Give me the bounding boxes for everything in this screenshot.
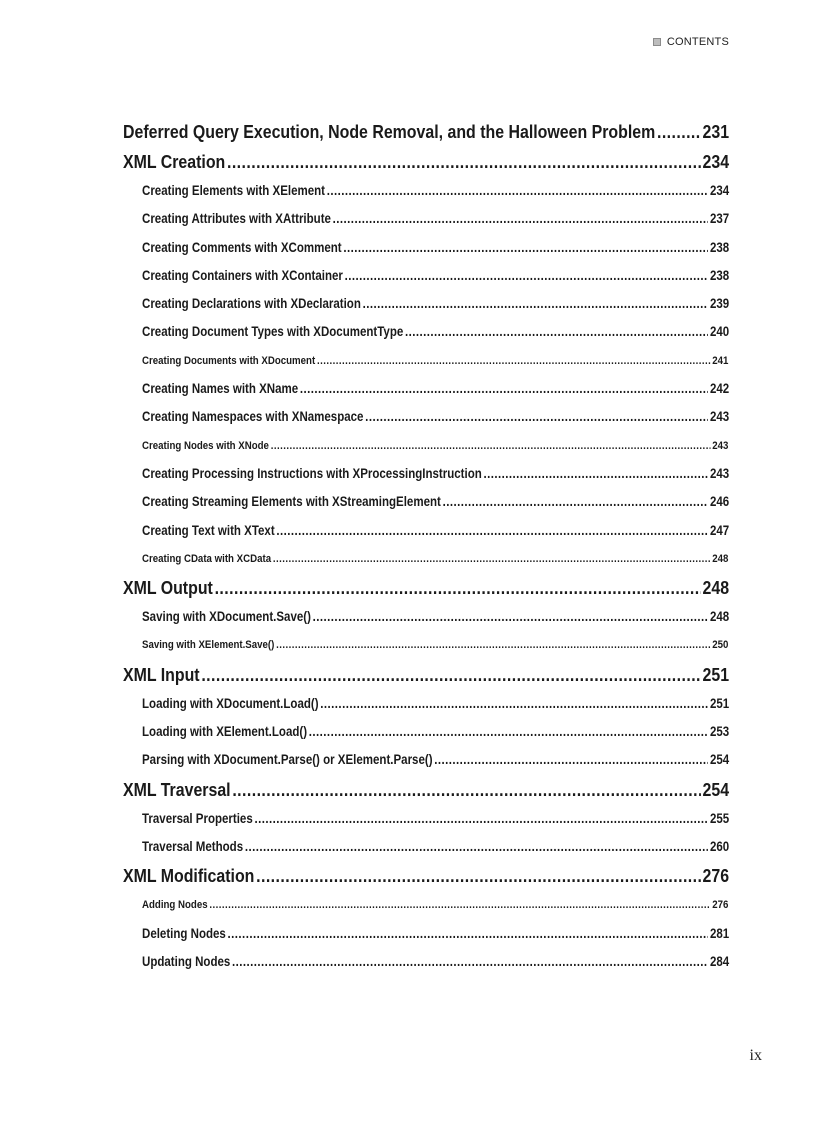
entry-title: Creating Attributes with XAttribute [142, 211, 331, 227]
dot-leader [228, 920, 709, 948]
toc-section-entry[interactable] [123, 573, 729, 603]
toc-subsection-entry[interactable] [142, 262, 729, 290]
toc-subsection-entry[interactable] [142, 833, 729, 861]
dot-leader [232, 775, 700, 805]
entry-page-number: 231 [702, 121, 730, 142]
toc-subsection-entry[interactable] [142, 517, 729, 545]
dot-leader [313, 603, 709, 631]
entry-title: XML Modification [123, 865, 255, 887]
dot-leader [256, 861, 701, 891]
toc-subsection-entry[interactable] [142, 891, 728, 919]
toc-subsection-entry[interactable] [142, 718, 729, 746]
toc-subsection-entry[interactable] [142, 603, 729, 631]
entry-page-number: 234 [709, 183, 730, 198]
entry-page-number: 238 [709, 267, 730, 283]
entry-page-number: 243 [712, 439, 729, 452]
dot-leader [276, 517, 708, 545]
entry-page-number: 243 [709, 409, 730, 425]
entry-page-number: 281 [709, 925, 730, 941]
entry-title: Creating Names with XName [142, 381, 299, 397]
dot-leader [365, 403, 708, 431]
toc-subsection-entry[interactable] [142, 347, 728, 375]
entry-title: Creating Declarations with XDeclaration [142, 296, 361, 312]
entry-page-number: 239 [709, 296, 730, 312]
entry-page-number: 276 [702, 865, 730, 887]
dot-leader [343, 234, 708, 262]
entry-title: Creating Processing Instructions with XProcessingInstruction [142, 465, 482, 481]
entry-page-number: 247 [709, 522, 730, 538]
square-bullet-icon [653, 38, 661, 46]
dot-leader [276, 631, 710, 659]
entry-title: Creating Text with XText [142, 522, 275, 538]
entry-page-number: 248 [702, 577, 730, 599]
toc-section-entry[interactable] [123, 660, 729, 690]
dot-leader [434, 746, 708, 774]
dot-leader [245, 833, 708, 861]
dot-leader [345, 262, 709, 290]
entry-page-number: 241 [712, 354, 729, 367]
entry-title: Loading with XElement.Load() [142, 724, 308, 740]
dot-leader [657, 117, 701, 147]
entry-page-number: 251 [709, 695, 730, 711]
entry-title: XML Output [123, 577, 213, 599]
entry-page-number: 255 [709, 810, 730, 826]
toc-subsection-entry[interactable] [142, 545, 728, 573]
toc-section-entry[interactable] [123, 775, 729, 805]
toc-section-entry[interactable] [123, 117, 729, 147]
toc-subsection-entry[interactable] [142, 948, 729, 976]
entry-title: Deferred Query Execution, Node Removal, and the Halloween Problem [123, 121, 656, 142]
toc-subsection-entry[interactable] [142, 234, 729, 262]
toc-subsection-entry[interactable] [142, 631, 728, 659]
entry-title: Creating Containers with XContainer [142, 267, 343, 283]
dot-leader [309, 718, 708, 746]
entry-page-number: 242 [709, 381, 730, 397]
dot-leader [317, 347, 711, 375]
toc-section-entry[interactable] [123, 147, 729, 177]
dot-leader [271, 432, 711, 460]
entry-title: XML Creation [123, 151, 226, 172]
entry-page-number: 248 [709, 609, 730, 625]
dot-leader [254, 805, 708, 833]
entry-page-number: 243 [709, 465, 730, 481]
dot-leader [209, 891, 710, 919]
dot-leader [405, 318, 708, 346]
toc-subsection-entry[interactable] [142, 460, 729, 488]
entry-page-number: 250 [712, 639, 729, 652]
header-label: CONTENTS [666, 36, 729, 48]
running-header [653, 36, 729, 48]
entry-page-number: 238 [709, 239, 730, 255]
entry-page-number: 284 [709, 953, 730, 969]
dot-leader [215, 573, 701, 603]
entry-title: Creating Nodes with XNode [142, 439, 269, 452]
table-of-contents [123, 117, 729, 976]
toc-subsection-entry[interactable] [142, 290, 729, 318]
toc-subsection-entry[interactable] [142, 746, 729, 774]
entry-title: Creating Document Types with XDocumentType [142, 324, 404, 340]
entry-title: Updating Nodes [142, 953, 231, 969]
dot-leader [363, 290, 709, 318]
toc-section-entry[interactable] [123, 861, 729, 891]
entry-page-number: 246 [709, 494, 730, 510]
toc-subsection-entry[interactable] [142, 177, 729, 205]
entry-title: Parsing with XDocument.Parse() or XElement.Parse() [142, 752, 433, 768]
entry-title: Creating CData with XCData [142, 552, 272, 565]
dot-leader [484, 460, 709, 488]
dot-leader [300, 375, 708, 403]
entry-page-number: 234 [702, 151, 730, 172]
entry-page-number: 237 [709, 211, 730, 227]
toc-subsection-entry[interactable] [142, 403, 729, 431]
entry-title: XML Input [123, 663, 200, 685]
dot-leader [273, 545, 711, 573]
toc-subsection-entry[interactable] [142, 432, 728, 460]
dot-leader [443, 488, 709, 516]
entry-page-number: 253 [709, 724, 730, 740]
entry-page-number: 260 [709, 838, 730, 854]
toc-subsection-entry[interactable] [142, 318, 729, 346]
entry-title: Creating Namespaces with XNamespace [142, 409, 364, 425]
entry-page-number: 254 [709, 752, 730, 768]
entry-title: Saving with XDocument.Save() [142, 609, 311, 625]
toc-subsection-entry[interactable] [142, 920, 729, 948]
toc-subsection-entry[interactable] [142, 805, 729, 833]
entry-page-number: 240 [709, 324, 730, 340]
entry-page-number: 248 [712, 552, 729, 565]
entry-title: Loading with XDocument.Load() [142, 695, 319, 711]
dot-leader [327, 177, 709, 205]
entry-title: Creating Elements with XElement [142, 183, 326, 198]
dot-leader [232, 948, 708, 976]
entry-title: Saving with XElement.Save() [142, 639, 275, 652]
entry-page-number: 251 [702, 663, 730, 685]
entry-title: XML Traversal [123, 778, 231, 800]
entry-page-number: 276 [712, 899, 729, 912]
entry-title: Creating Comments with XComment [142, 239, 342, 255]
entry-title: Deleting Nodes [142, 925, 226, 941]
entry-title: Creating Streaming Elements with XStreamingElement [142, 494, 441, 510]
entry-title: Traversal Properties [142, 810, 253, 826]
dot-leader [320, 690, 708, 718]
page-number: ix [749, 1047, 762, 1064]
dot-leader [333, 205, 709, 233]
entry-title: Adding Nodes [142, 899, 208, 912]
toc-subsection-entry[interactable] [142, 488, 729, 516]
toc-subsection-entry[interactable] [142, 375, 729, 403]
dot-leader [201, 660, 701, 690]
entry-title: Creating Documents with XDocument [142, 354, 316, 367]
dot-leader [227, 147, 701, 177]
toc-subsection-entry[interactable] [142, 690, 729, 718]
entry-title: Traversal Methods [142, 838, 244, 854]
entry-page-number: 254 [702, 778, 730, 800]
toc-subsection-entry[interactable] [142, 205, 729, 233]
